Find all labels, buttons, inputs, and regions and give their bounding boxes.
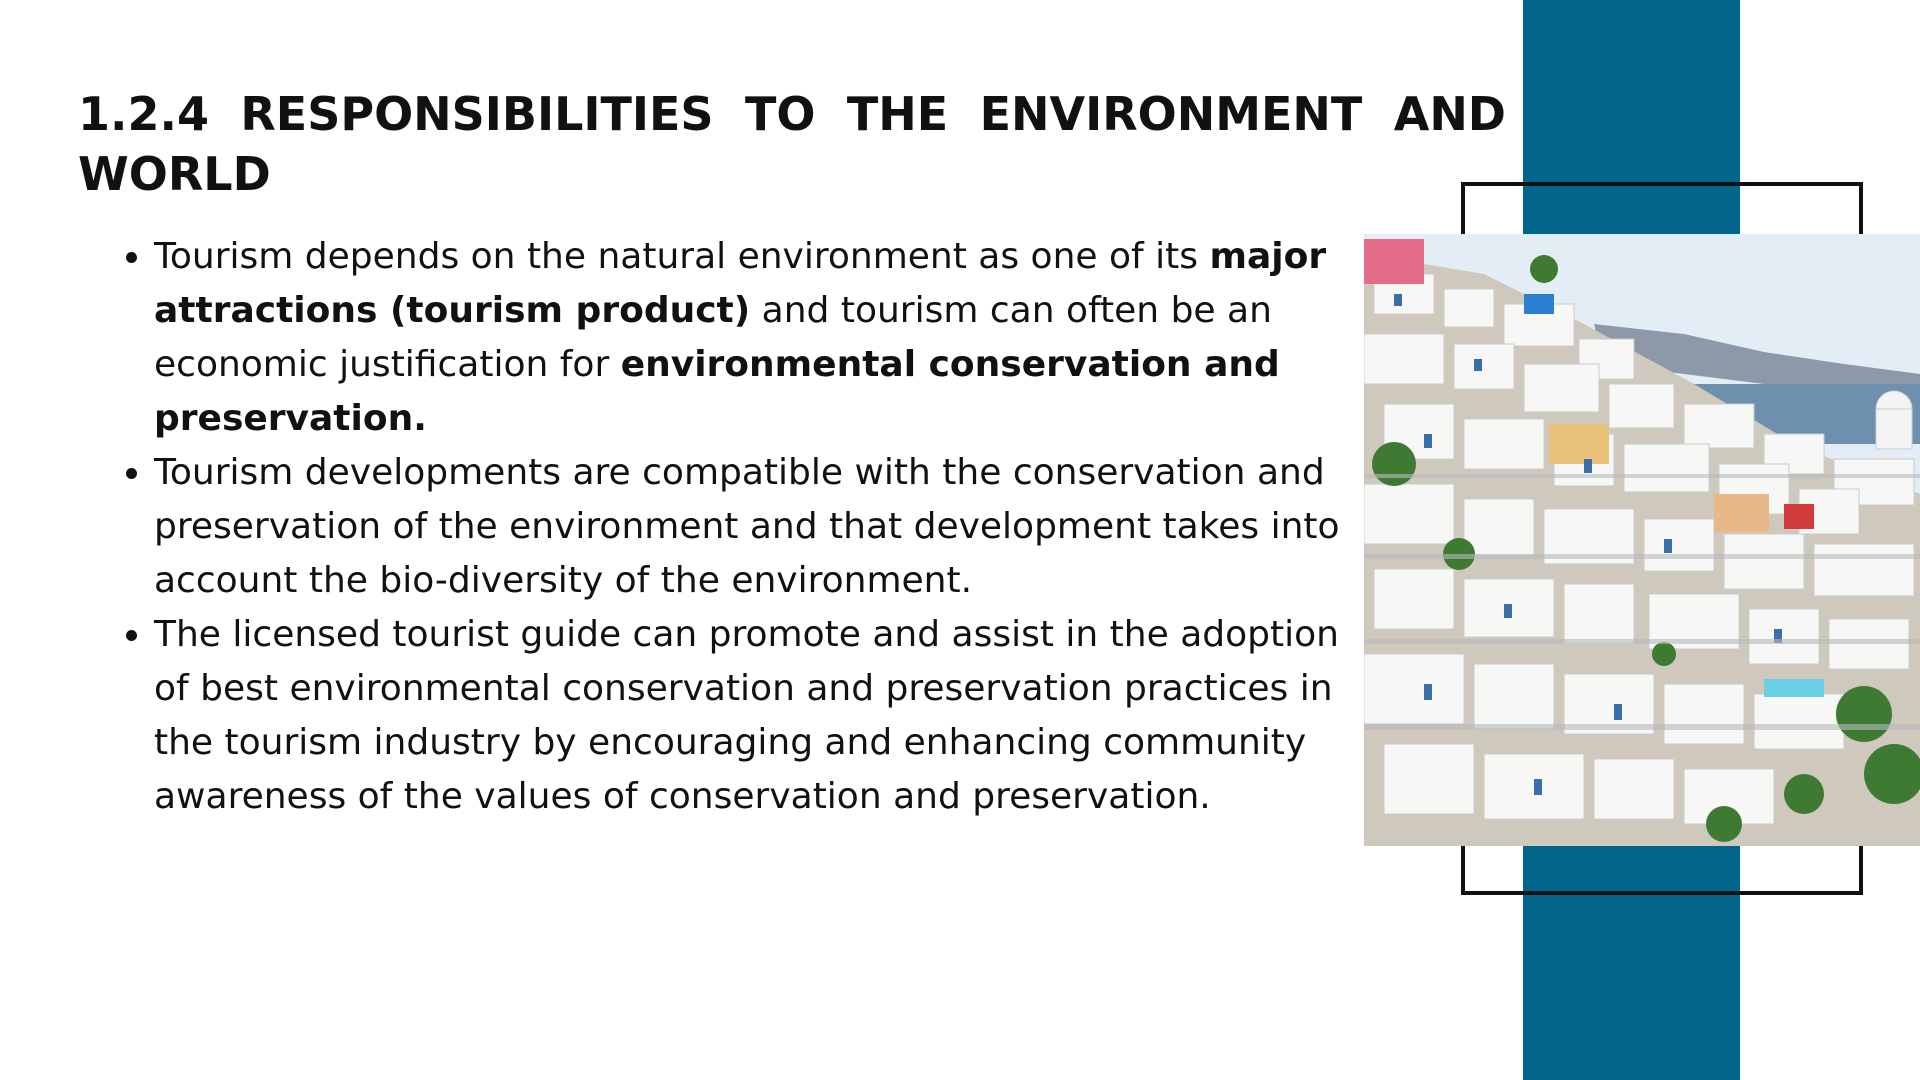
- bullet-item-1: [154, 230, 1374, 446]
- bullet-1-bold-attractions: major attractions (tourism product): [154, 236, 1327, 331]
- village-photo: [1364, 234, 1920, 846]
- slide-title: 1.2.4 RESPONSIBILITIES TO THE ENVIRONMENT AND WORLD: [78, 87, 1506, 201]
- bullet-2-text: Tourism developments are compatible with the conservation and preservation of the environment and that development takes into account the bio-diversity of the environment.: [154, 452, 1340, 601]
- bullet-1-bold-conservation: environmental conservation and preservation.: [154, 344, 1280, 439]
- bullet-1-text: Tourism depends on the natural environment as one of its: [154, 236, 1210, 277]
- photo-santorini-icon: [1364, 234, 1920, 846]
- bullet-3-text: The licensed tourist guide can promote and assist in the adoption of best environmental conservation and preservation practices in the tourism industry by encouraging and enhancing community awareness of the values of conservation and preservation.: [154, 614, 1339, 817]
- bullet-item-3: [154, 608, 1374, 824]
- bullet-list: [118, 230, 1374, 824]
- bullet-1-text-cont: and tourism can often be an economic justification for: [154, 290, 1272, 385]
- bullet-item-2: [154, 446, 1374, 608]
